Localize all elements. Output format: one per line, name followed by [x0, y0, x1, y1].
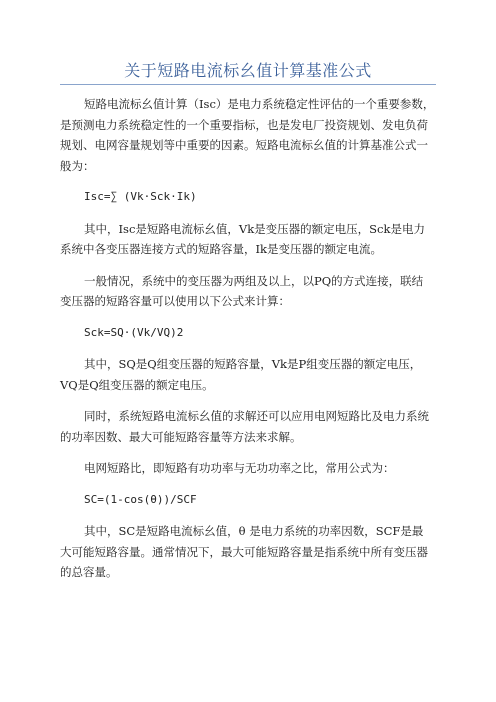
- text-line: 系统中各变压器连接方式的短路容量，Ik是变压器的额定电流。: [60, 242, 383, 256]
- formula-line: Sck=SQ·(Vk/VQ)2: [84, 325, 184, 339]
- formula-line: SC=(1-cos(θ))/SCF: [84, 492, 197, 506]
- text-line: 其中，SC是短路电流标幺值，θ 是电力系统的功率因数，SCF是最: [84, 524, 424, 538]
- document-body: [60, 94, 440, 594]
- paragraph-short-circuit-ratio: [60, 458, 440, 479]
- paragraph-intro: [60, 94, 440, 176]
- text-line: 短路电流标幺值计算（Isc）是电力系统稳定性评估的一个重要参数，: [84, 97, 435, 111]
- paragraph-isc-definitions: [60, 219, 440, 260]
- text-line: 其中，SQ是Q组变压器的短路容量，Vk是P组变压器的额定电压，: [84, 357, 422, 371]
- text-line: 规划、电网容量规划等中重要的因素。短路电流标幺值的计算基准公式一: [60, 138, 428, 152]
- text-line: 的功率因数、最大可能短路容量等方法来求解。: [60, 429, 302, 444]
- formula-sc: [60, 490, 440, 511]
- text-line: 一般情况，系统中的变压器为两组及以上，以PQ的方式连接，联结: [84, 273, 424, 288]
- text-line: 电网短路比，即短路有功功率与无功功率之比，常用公式为：: [84, 461, 395, 475]
- text-line: 般为：: [60, 158, 95, 173]
- formula-isc: [60, 187, 440, 208]
- formula-sck: [60, 323, 440, 344]
- text-line: 其中，Isc是短路电流标幺值，Vk是变压器的额定电压，Sck是电力: [84, 221, 425, 236]
- text-line: 的总容量。: [60, 565, 118, 579]
- formula-line: Isc=∑ (Vk·Sck·Ik): [84, 190, 197, 203]
- title-underline: [60, 84, 436, 85]
- paragraph-sc-definitions: [60, 521, 440, 583]
- text-line: 大可能短路容量。通常情况下，最大可能短路容量是指系统中所有变压器: [60, 544, 428, 559]
- text-line: 同时，系统短路电流标幺值的求解还可以应用电网短路比及电力系统: [84, 409, 429, 423]
- paragraph-alternative-methods: [60, 406, 440, 447]
- text-line: 是预测电力系统稳定性的一个重要指标，也是发电厂投资规划、发电负荷: [60, 117, 428, 132]
- text-line: 变压器的短路容量可以使用以下公式来计算：: [60, 294, 290, 308]
- text-line: VQ是Q组变压器的额定电压。: [60, 377, 214, 392]
- paragraph-sck-definitions: [60, 354, 440, 395]
- paragraph-transformer-connection: [60, 271, 440, 312]
- document-title: 关于短路电流标幺值计算基准公式: [124, 61, 372, 80]
